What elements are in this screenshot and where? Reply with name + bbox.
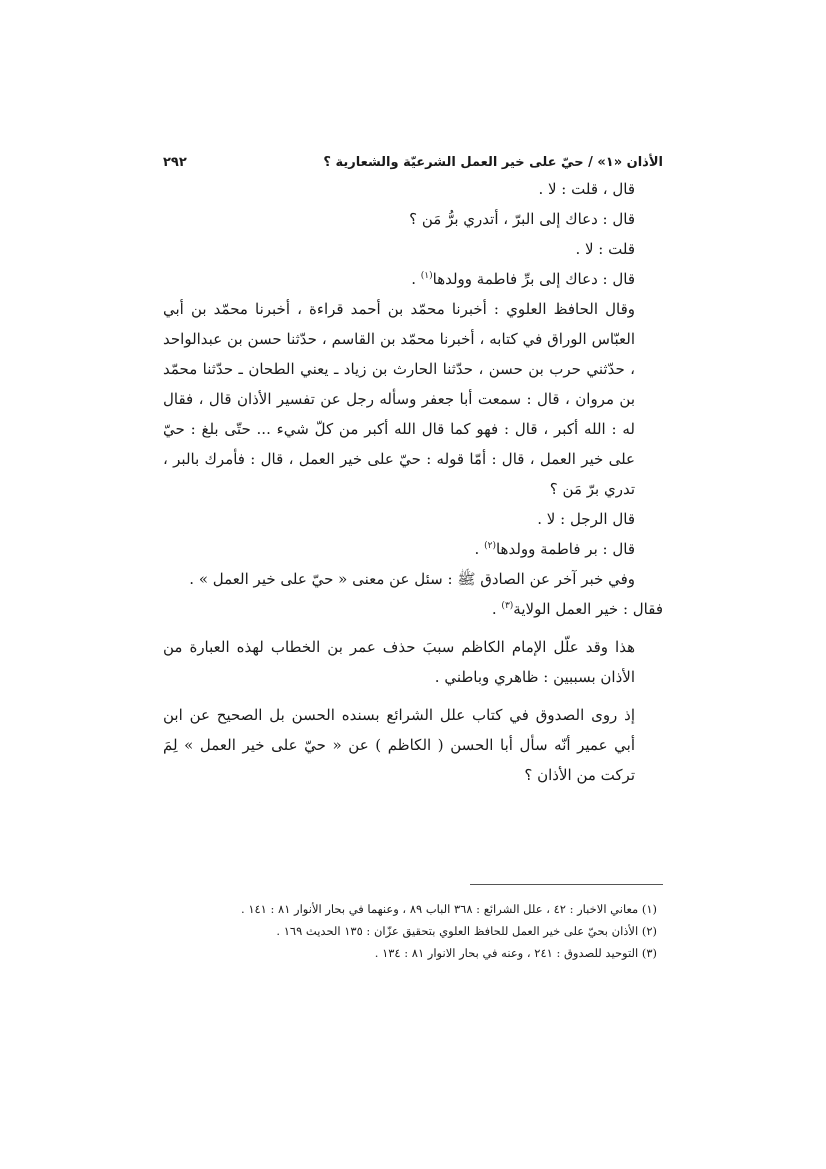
main-text xyxy=(163,174,663,790)
paragraph: وقال الحافظ العلوي : أخبرنا محمّد بن أحمد قراءة ، أخبرنا محمّد بن أبي العبّاس الوراق في كتابه ، أخبرنا محمّد بن القاسم ، حدّثنا حسن بن عبدالواحد ، حدّثني حرب بن حسن ، حدّثنا الحارث بن زياد ـ يعني الطحان ـ حدّثنا محمّد بن مروان ، قال : سمعت أبا جعفر وسأله رجل عن تفسير الأذان قال ، فقال له : الله أكبر ، قال : فهو كما قال الله أكبر من كلّ شيء ... حتّى بلغ : حيّ على خير العمل ، قال : أمّا قوله : حيّ على خير العمل ، قال : فأمرك بالبر ، تدري برّ مَن ؟ xyxy=(163,300,635,498)
paragraph-end: . xyxy=(474,540,485,558)
paragraph-text: فقال : خير العمل الولاية xyxy=(513,600,663,618)
paragraph xyxy=(163,594,663,624)
paragraph: إذ روى الصدوق في كتاب علل الشرائع بسنده الحسن بل الصحيح عن ابن أبي عمير أنّه سأل أبا الحسن ( الكاظم ) عن « حيّ على خير العمل » لِمَ تركت من الأذان ؟ xyxy=(163,706,635,784)
paragraph: قال : دعاك إلى البرّ ، أتدري برُّ مَن ؟ xyxy=(409,210,635,228)
header-title: الأذان «١» / حيّ على خير العمل الشرعيّة والشعارية ؟ xyxy=(323,155,663,170)
paragraph-text: قال : دعاك إلى برِّ فاطمة وولدها xyxy=(432,270,635,288)
paragraph: قال ، قلت : لا . xyxy=(538,180,635,198)
paragraph-end: . xyxy=(491,600,502,618)
paragraph: وفي خبر آخر عن الصادق ﷺ : سئل عن معنى « حيّ على خير العمل » . xyxy=(189,570,635,588)
paragraph: قال الرجل : لا . xyxy=(537,510,635,528)
footnote-divider xyxy=(470,884,663,885)
footnotes xyxy=(163,898,663,964)
paragraph-end: . xyxy=(411,270,421,288)
footnote-ref-2: (٢) xyxy=(484,541,496,551)
page-number: ٢٩٢ xyxy=(163,155,187,170)
footnote: (١) معاني الاخبار : ٤٢ ، علل الشرائع : ٣٦٨ الباب ٨٩ ، وعنهما في بحار الأنوار ٨١ : ١٤١ . xyxy=(241,902,657,916)
paragraph xyxy=(163,534,663,564)
paragraph-text: قال : بر فاطمة وولدها xyxy=(495,540,635,558)
footnote-ref-1: (١) xyxy=(420,271,433,281)
paragraph xyxy=(163,264,663,294)
footnote-ref-3: (٣) xyxy=(501,601,514,611)
paragraph: قلت : لا . xyxy=(575,240,635,258)
footnote: (٢) الأذان بحيّ على خير العمل للحافظ العلوي بتحقيق عزّان : ١٣٥ الحديث ١٦٩ . xyxy=(276,924,657,938)
paragraph: هذا وقد علّل الإمام الكاظم سببَ حذف عمر بن الخطاب لهذه العبارة من الأذان بسببين : ظاهري وباطني . xyxy=(163,638,635,686)
footnote: (٣) التوحيد للصدوق : ٢٤١ ، وعنه في بحار الانوار ٨١ : ١٣٤ . xyxy=(374,946,657,960)
